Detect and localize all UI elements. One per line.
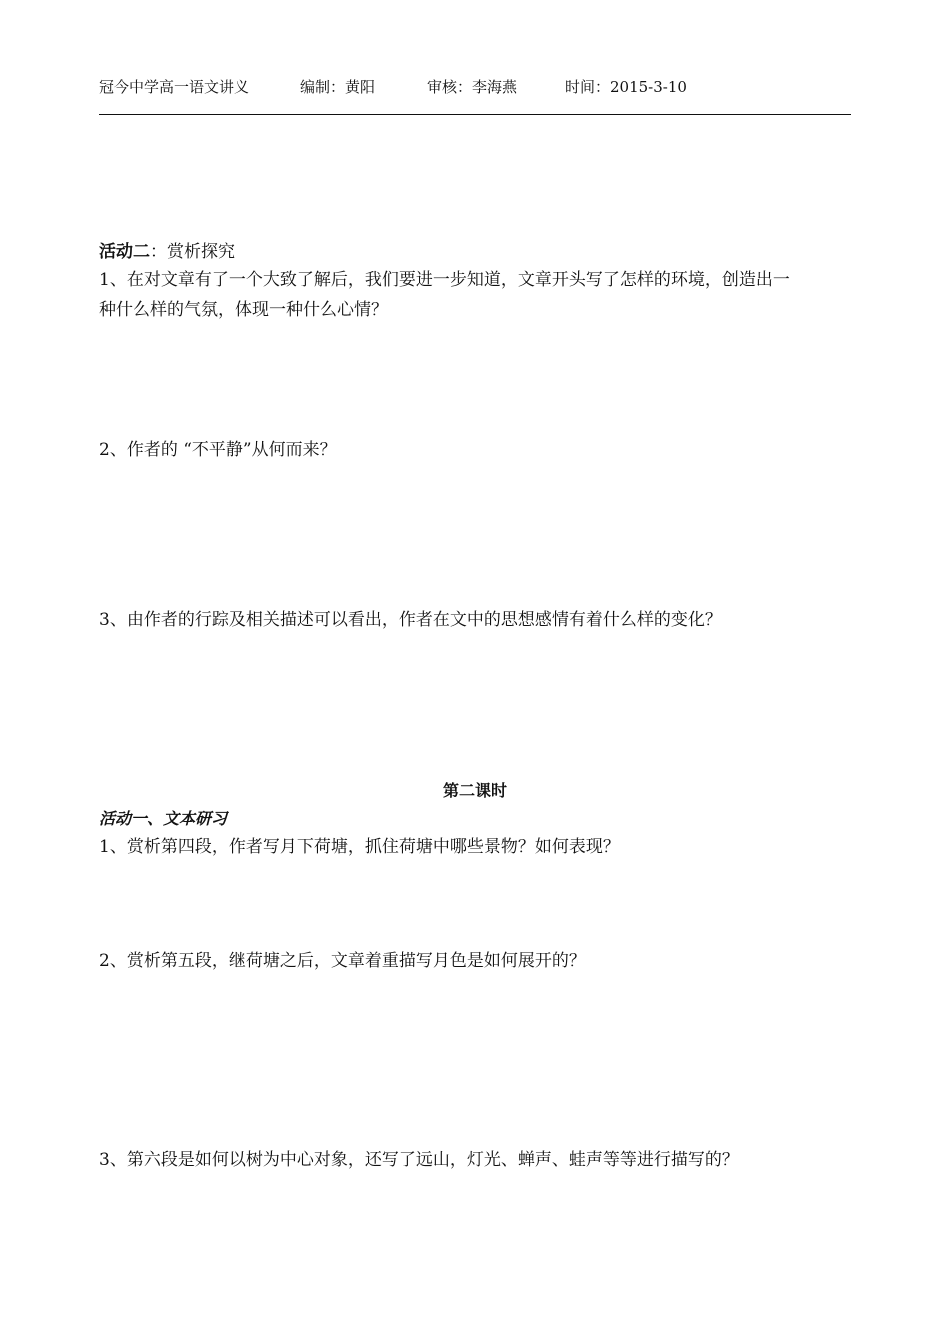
activity2-question-1-line-1: 1、在对文章有了一个大致了解后，我们要进一步知道，文章开头写了怎样的环境，创造出一: [99, 270, 790, 290]
header-divider: [99, 114, 851, 115]
lesson2-question-1: 1、赏析第四段，作者写月下荷塘，抓住荷塘中哪些景物？如何表现？: [99, 837, 620, 857]
activity2-title-rest: ：赏析探究: [150, 242, 235, 262]
lesson2-question-2: 2、赏析第五段，继荷塘之后，文章着重描写月色是如何展开的？: [99, 951, 586, 971]
header-date: 时间：2015-3-10: [565, 78, 687, 96]
header-editor: 编制：黄阳: [300, 78, 376, 96]
header-reviewer: 审核：李海燕: [427, 78, 518, 96]
activity2-question-2: 2、作者的 “不平静”从何而来？: [99, 440, 337, 460]
header-school: 冠今中学高一语文讲义: [99, 78, 250, 96]
activity2-question-1-line-2: 种什么样的气氛，体现一种什么心情？: [99, 300, 388, 320]
activity2-question-3: 3、由作者的行踪及相关描述可以看出，作者在文中的思想感情有着什么样的变化？: [99, 610, 722, 630]
lesson2-question-3: 3、第六段是如何以树为中心对象，还写了远山，灯光、蝉声、蛙声等等进行描写的？: [99, 1150, 739, 1170]
activity2-title: [99, 240, 859, 264]
activity2-title-bold: 活动二: [99, 242, 150, 262]
page-header: [99, 76, 851, 98]
lesson2-activity1-title: 活动一、文本研习: [99, 809, 228, 828]
lesson2-title: 第二课时: [442, 781, 507, 800]
